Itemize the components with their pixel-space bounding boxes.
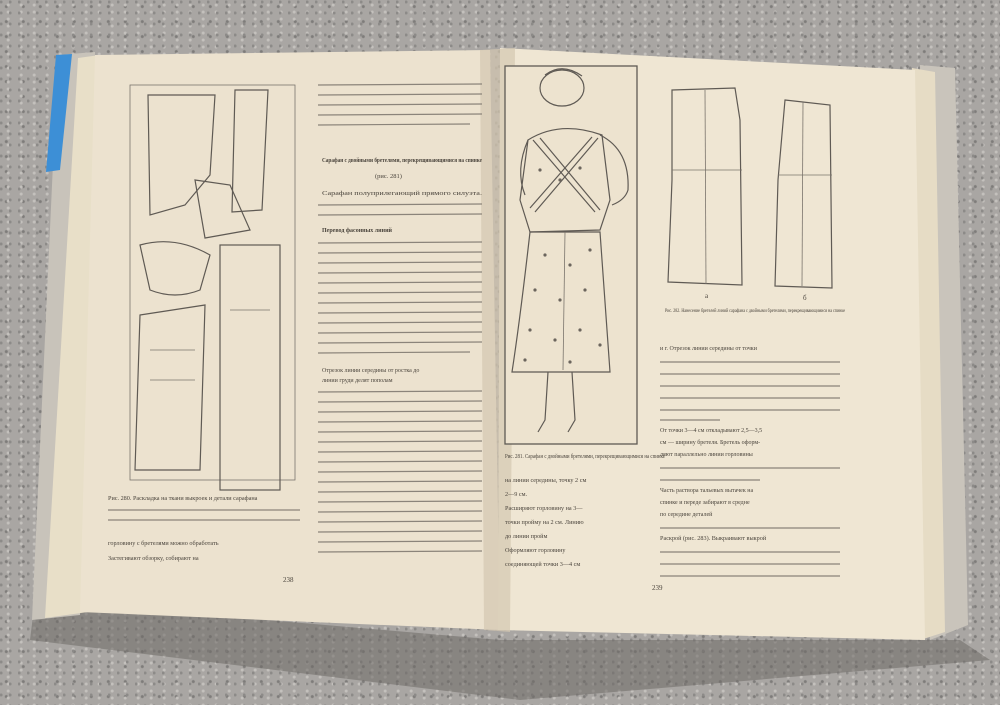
- right-line-6: Оформляют горловину: [505, 547, 566, 554]
- right-page-number: 239: [652, 584, 663, 592]
- left-heading: Сарафан с двойными бретелями, перекрещивающимися на спинке: [322, 157, 483, 164]
- right-line-7: соединяющей точки 3—4 см: [505, 561, 581, 568]
- right-col-line-6: спинке и переде забирают в средне: [660, 500, 750, 506]
- right-col-line-4: ляют параллельно линии горловины: [660, 452, 753, 458]
- right-col-line-8: Раскрой (рис. 283). Выкраивают выкрой: [660, 535, 767, 542]
- left-bottom-line-1: горловину с бретелями можно обработать: [108, 540, 219, 547]
- left-heading-sub: (рис. 281): [375, 173, 402, 180]
- right-col-line-5: Часть раствора тальевых вытачек на: [660, 488, 754, 494]
- left-subheading: Перевод фасонных линий: [322, 228, 392, 234]
- right-line-5: до линии пройм: [505, 533, 548, 540]
- right-col-line-3: см — ширину бретеля. Бретель оформ-: [660, 440, 761, 446]
- pattern-label-a: а: [705, 292, 709, 300]
- right-line-4: точки пройму на 2 см. Линию: [505, 519, 584, 526]
- left-note-1: Отрезок линии середины от ростка до: [322, 368, 420, 374]
- right-col-line-1: и г. Отрезок линии середины от точки: [660, 346, 757, 352]
- right-pattern-caption: Рис. 282. Нанесение бретелей линий сарафана с двойными бретелями, перекрещивающимися на спинке: [665, 308, 914, 314]
- left-paragraph-start: Сарафан полуприлегающий прямого силуэта.: [322, 191, 439, 197]
- left-note-2: линии груди делят пополам: [322, 378, 393, 384]
- left-figure-caption: Рис. 280. Раскладка на ткани выкроек и детали сарафана: [108, 495, 258, 502]
- left-page-number: 238: [283, 576, 294, 584]
- left-bottom-line-2: Застегивают обзорку, собирают на: [108, 555, 199, 562]
- right-illustration-caption: Рис. 281. Сарафан с двойными бретелями, перекрещивающимися на спинке: [505, 454, 700, 460]
- dress-illustration: [505, 66, 637, 444]
- right-line-1: на линии середины, точку 2 см: [505, 477, 587, 484]
- right-line-2: 2—9 см.: [505, 491, 528, 498]
- right-line-3: Расширяют горловину на 3—: [505, 505, 583, 512]
- right-col-line-7: по середине деталей: [660, 512, 713, 518]
- right-col-line-2: От точки 3—4 см откладывают 2,5—3,5: [660, 428, 763, 434]
- pattern-label-b: б: [803, 294, 807, 302]
